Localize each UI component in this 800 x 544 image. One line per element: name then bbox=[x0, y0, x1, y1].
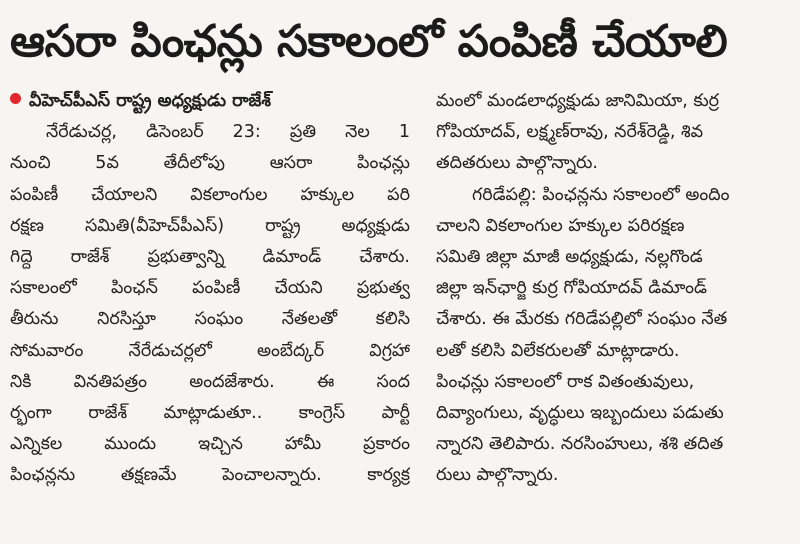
article-column-left bbox=[10, 86, 410, 491]
right-line-13: రులు పాల్గొన్నారు. bbox=[436, 465, 559, 486]
left-line-6: సకాలంలో పింఛన్ పంపిణీ చేయని ప్రభుత్వ bbox=[10, 278, 410, 299]
left-line-8: సోమవారం నేరేడుచర్లలో అంబేద్కర్ విగ్రహా bbox=[10, 340, 410, 361]
left-line-9: నికి వినతిపత్రం అందజేశారు. ఈ సంద bbox=[10, 371, 410, 392]
right-line-11: దివ్యాంగులు, వృద్ధులు ఇబ్బందులు పడుతు bbox=[436, 402, 724, 423]
right-line-9: లతో కలిసి విలేకరులతో మాట్లాడారు. bbox=[436, 340, 680, 361]
byline bbox=[10, 86, 410, 117]
right-line-4: గరిడేపల్లి: పింఛన్లను సకాలంలో అందిం bbox=[472, 184, 730, 205]
right-line-10: పింఛన్లు సకాలంలో రాక వితంతువులు, bbox=[436, 371, 695, 392]
right-line-6: సమితి జిల్లా మాజీ అధ్యక్షుడు, నల్లగొండ bbox=[436, 246, 703, 267]
right-line-1: మంలో మండలాధ్యక్షుడు జానిమియా, కుర్ర bbox=[436, 91, 719, 111]
left-line-12: పింఛన్లను తక్షణమే పెంచాలన్నారు. కార్యక్ర bbox=[10, 465, 410, 486]
byline-text: వీహెచ్‌పీఎస్ రాష్ట్ర అధ్యక్షుడు రాజేశ్ bbox=[29, 91, 271, 111]
left-line-7: తీరును నిరసిస్తూ సంఘం నేతలతో కలిసి bbox=[10, 309, 410, 330]
left-line-2: నుంచి 5వ తేదీలోపు ఆసరా పింఛన్లు bbox=[10, 153, 410, 174]
left-line-4: రక్షణ సమితి(వీహెచ్‌పీఎస్) రాష్ట్ర అధ్యక్షుడు bbox=[10, 215, 410, 236]
left-line-10: ర్భంగా రాజేశ్ మాట్లాడుతూ.. కాంగ్రెస్ పార్టీ bbox=[10, 402, 410, 423]
article-column-right bbox=[436, 86, 800, 491]
left-line-5: గిద్దె రాజేశ్ ప్రభుత్వాన్ని డిమాండ్ చేశారు. bbox=[10, 246, 410, 267]
right-line-7: జిల్లా ఇన్‌ఛార్జి కుర్ర గోపియాదవ్ డిమాండ్ bbox=[436, 278, 707, 299]
headline: ఆసరా పింఛన్లు సకాలంలో పంపిణీ చేయాలి bbox=[10, 16, 728, 67]
right-line-12: న్నారని తెలిపారు. నరసింహులు, శశి తదిత bbox=[436, 434, 724, 455]
bullet-dot-icon bbox=[10, 93, 21, 104]
right-line-2: గోపియాదవ్, లక్ష్మణ్‌రావు, నరేశ్‌రెడ్డి, శివ bbox=[436, 122, 704, 143]
left-line-1: నేరేడుచర్ల, డిసెంబర్ 23: ప్రతి నెల 1 bbox=[46, 122, 410, 143]
left-line-11: ఎన్నికల ముందు ఇచ్చిన హామీ ప్రకారం bbox=[10, 434, 410, 455]
right-line-5: చాలని వికలాంగుల హక్కుల పరిరక్షణ bbox=[436, 215, 685, 236]
right-line-3: తదితరులు పాల్గొన్నారు. bbox=[436, 153, 598, 174]
left-line-3: పంపిణీ చేయాలని వికలాంగుల హక్కుల పరి bbox=[10, 184, 410, 205]
right-line-8: చేశారు. ఈ మేరకు గరిడేపల్లిలో సంఘం నేత bbox=[436, 309, 728, 330]
